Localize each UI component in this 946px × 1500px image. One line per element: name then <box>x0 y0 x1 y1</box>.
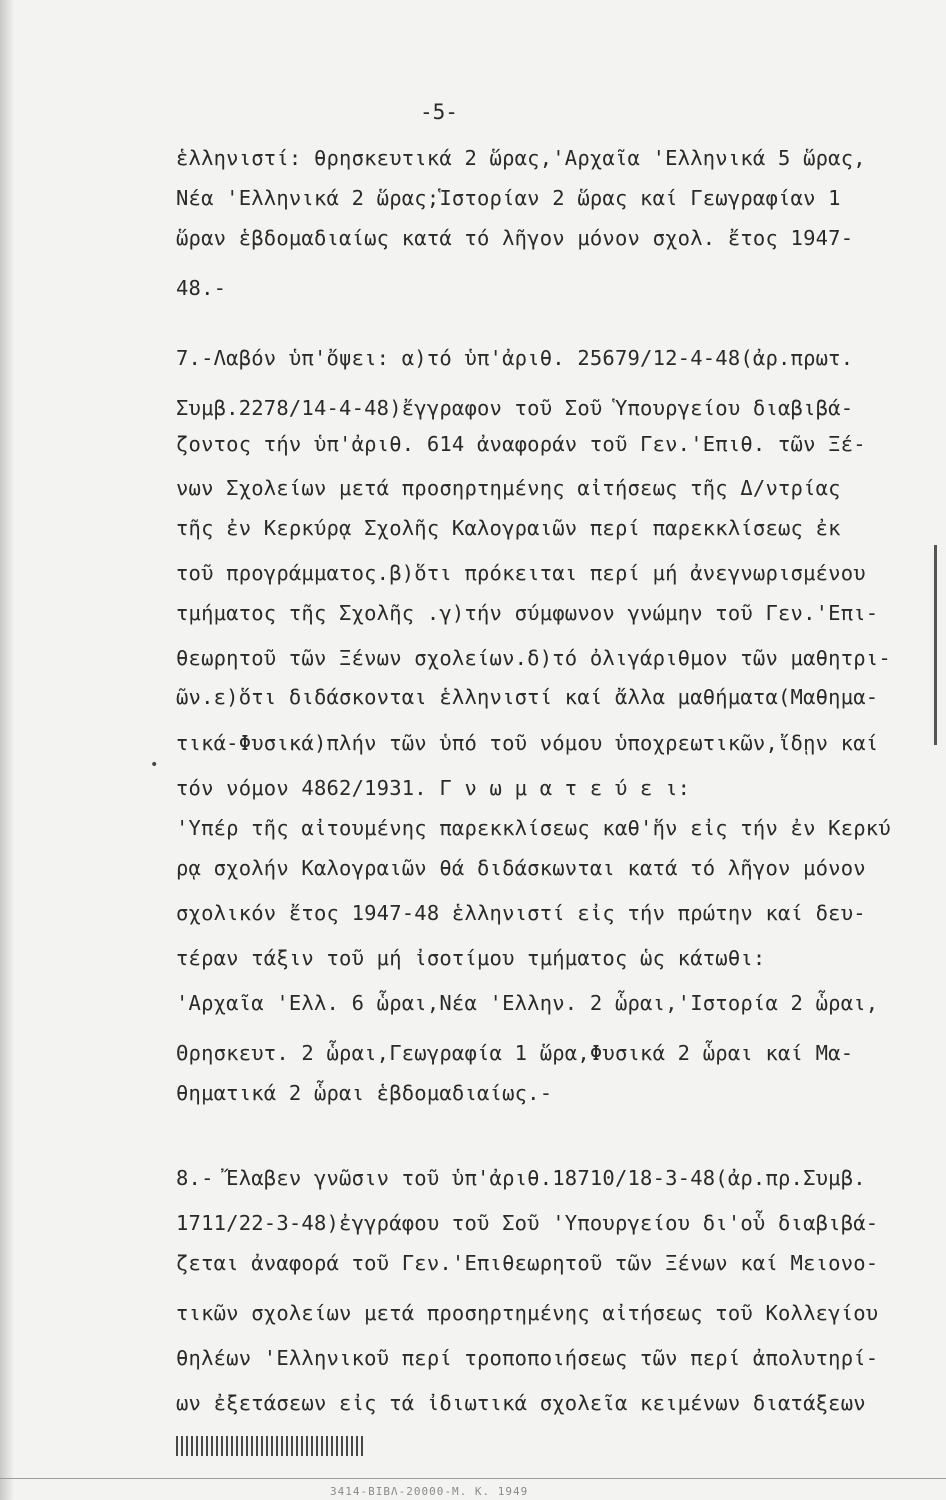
text-line: ρᾳ σχολήν Καλογραιῶν θά διδάσκωνται κατά τό λῆγον μόνον <box>176 856 866 880</box>
text-line: ἑλληνιστί: θρησκευτικά 2 ὥρας,'Αρχαῖα 'Ελληνικά 5 ὥρας, <box>176 146 866 170</box>
text-line: 1711/22-3-48)ἐγγράφου τοῦ Σοῦ 'Υπουργείου δι'οὗ διαβιβά- <box>176 1211 879 1235</box>
text-line: 'Αρχαῖα 'Ελλ. 6 ὧραι,Νέα 'Ελλην. 2 ὧραι,'Ιστορία 2 ὧραι, <box>176 991 879 1015</box>
text-line: 8.- Ἔλαβεν γνῶσιν τοῦ ὑπ'ἀριθ.18710/18-3-48(ἀρ.πρ.Συμβ. <box>176 1166 866 1190</box>
text-line: τικῶν σχολείων μετά προσηρτημένης αἰτήσεως τοῦ Κολλεγίου <box>176 1301 879 1325</box>
text-line: 'Υπέρ τῆς αἰτουμένης παρεκκλίσεως καθ'ἥν εἰς τήν ἐν Κερκύ <box>176 816 891 840</box>
margin-mark: • <box>150 757 159 773</box>
text-line: Νέα 'Ελληνικά 2 ὥρας;Ἱστορίαν 2 ὥρας καί Γεωγραφίαν 1 <box>176 186 841 210</box>
page-footer <box>0 1478 946 1500</box>
text-line: σχολικόν ἔτος 1947-48 ἑλληνιστί εἰς τήν πρώτην καί δευ- <box>176 901 866 925</box>
text-line: θηματικά 2 ὧραι ἑβδομαδιαίως.- <box>176 1081 553 1105</box>
text-line: θηλέων 'Ελληνικοῦ περί τροποποιήσεως τῶν περί ἀπολυτηρί- <box>176 1346 879 1370</box>
text-line: τόν νόμον 4862/1931. Γ ν ω μ α τ ε ύ ε ι: <box>176 776 691 800</box>
text-line: Συμβ.2278/14-4-48)ἔγγραφον τοῦ Σοῦ Ὑπουργείου διαβιβά- <box>176 396 854 420</box>
text-line: ζεται ἀναφορά τοῦ Γεν.'Επιθεωρητοῦ τῶν Ξένων καί Μειονο- <box>176 1251 879 1275</box>
text-line: τῆς ἐν Κερκύρᾳ Σχολῆς Καλογραιῶν περί παρεκκλίσεως ἐκ <box>176 516 841 540</box>
text-line: Θρησκευτ. 2 ὧραι,Γεωγραφία 1 ὥρα,Φυσικά 2 ὧραι καί Μα- <box>176 1041 854 1065</box>
text-line: θεωρητοῦ τῶν Ξένων σχολείων.δ)τό ὀλιγάριθμον τῶν μαθητρι- <box>176 646 891 670</box>
page-number: -5- <box>420 100 458 124</box>
margin-rule <box>934 545 937 745</box>
text-line: τοῦ προγράμματος.β)ὅτι πρόκειται περί μή ἀνεγνωρισμένου <box>176 561 866 585</box>
text-line: τικά-Φυσικά)πλήν τῶν ὑπό τοῦ νόμου ὑποχρεωτικῶν,ἴδῃν καί <box>176 731 879 755</box>
footer-print-code: 3414-ΒΙΒΛ-20000-Μ. Κ. 1949 <box>330 1485 529 1498</box>
text-line: 7.-Λαβόν ὑπ'ὄψει: α)τό ὑπ'ἀριθ. 25679/12-4-48(ἀρ.πρωτ. <box>176 346 854 370</box>
text-line: νων Σχολείων μετά προσηρτημένης αἰτήσεως τῆς Δ/ντρίας <box>176 476 841 500</box>
text-line: ζοντος τήν ὑπ'ἀριθ. 614 ἀναφοράν τοῦ Γεν.'Επιθ. τῶν Ξέ- <box>176 432 866 456</box>
text-line: ὥραν ἑβδομαδιαίως κατά τό λῆγον μόνον σχολ. ἔτος 1947- <box>176 226 854 250</box>
text-line: ῶν.ε)ὅτι διδάσκονται ἑλληνιστί καί ἄλλα μαθήματα(Μαθημα- <box>176 685 879 709</box>
text-line: ων ἐξετάσεων εἰς τά ἰδιωτικά σχολεῖα κειμένων διατάξεων <box>176 1391 866 1415</box>
text-line: 48.- <box>176 276 227 300</box>
text-line: τέραν τάξιν τοῦ μή ἰσοτίμου τμήματος ὡς κάτωθι: <box>176 946 766 970</box>
text-line: τμήματος τῆς Σχολῆς .γ)τήν σύμφωνον γνώμην τοῦ Γεν.'Επι- <box>176 601 879 625</box>
struck-out-text <box>176 1436 366 1456</box>
